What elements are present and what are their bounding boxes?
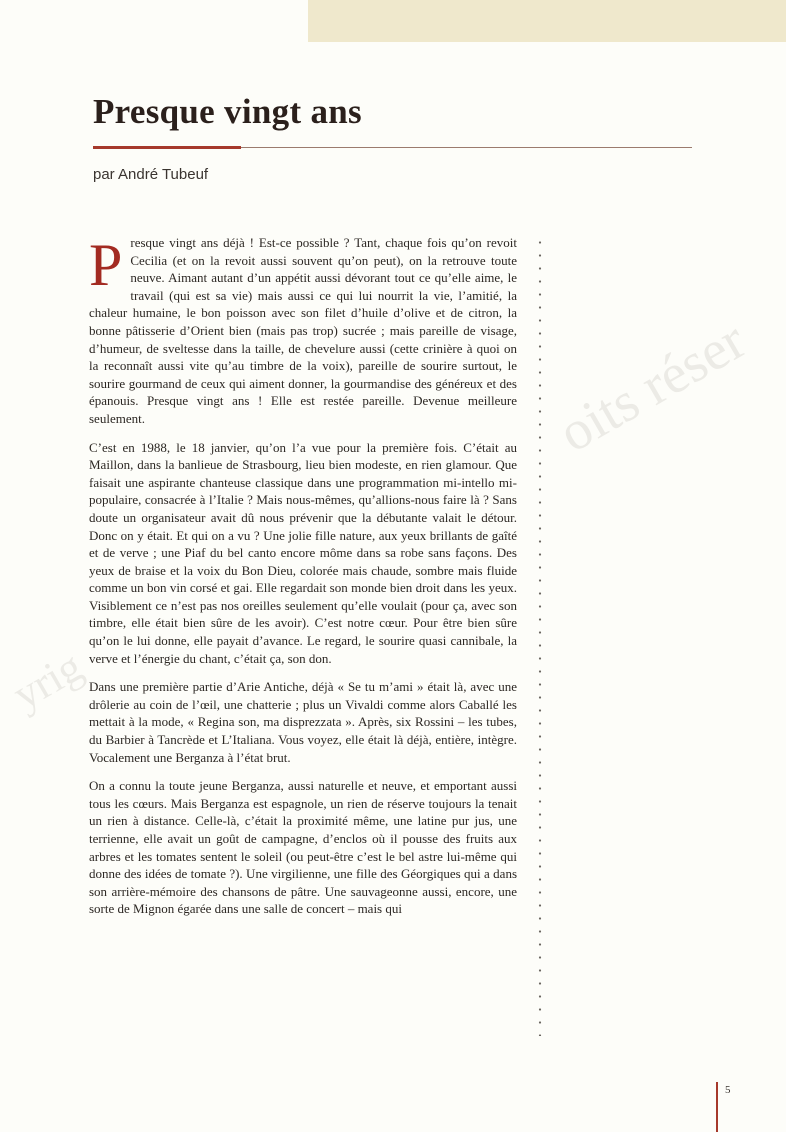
paragraph-4: On a connu la toute jeune Berganza, aussi naturelle et neuve, et emportant aussi tous les cœurs. Mais Berganza est espagnole, un rien de réserve toujours la tenait un rien à distance. Celle-là, c’était la proximité même, une latine pur jus, une terrienne, elle avait un goût de campagne, d’enclos où il pousse des fruits aux arbres et les tomates sentent le soleil (ou peut-être c’est le bel astre lui-même qui donne des idées de tomate ?). Une virgilienne, une fille des Géorgiques qui a dans son arrière-mémoire des chansons de pâtre. Une sauvageonne aussi, encore, une sorte de Mignon égarée dans une salle de concert – mais qui <box>89 778 517 917</box>
dotted-margin-line <box>538 236 542 1036</box>
paragraph-1-text: resque vingt ans déjà ! Est-ce possible ? Tant, chaque fois qu’on revoit Cecilia (et on la revoit aussi souvent qu’on peut), on la retrouve toute neuve. Aimant autant d’un appétit aussi dévorant tout ce qu’elle aime, le travail (qui est sa vie) mais aussi ce qui lui nourrit la vie, l’amitié, la chaleur humaine, le bon poisson avec son filet d’huile d’olive et de citron, la bonne pâtisserie d’Orient bien (mais pas trop) sucrée ; mais pareille de visage, d’humeur, de sveltesse dans la taille, de chevelure aussi (cette crinière à quoi on la reconnaît aussi vite qu’au timbre de la voix), pareille de sourire surtout, le sourire gourmand de ceux qui aiment donner, la gourmandise des généreux et des épanouis. Presque vingt ans ! Elle est restée pareille. Devenue meilleure seulement. <box>89 235 517 426</box>
drop-cap: P <box>89 232 123 298</box>
copyright-watermark-left: yrig <box>4 641 91 720</box>
paragraph-3: Dans une première partie d’Arie Antiche, déjà « Se tu m’ami » était là, avec une drôlerie au coin de l’œil, une chatterie ; plus un Vivaldi comme alors Caballé les mettait à la mode, « Regina son, ma disprezzata ». Après, six Rossini – les tubes, du Barbier à Tancrède et L’Italiana. Vous voyez, elle était là déjà, entière, intègre. Vocalement une Berganza à l’état brut. <box>89 679 517 765</box>
article-byline: par André Tubeuf <box>93 166 209 183</box>
page-number: 5 <box>725 1084 731 1096</box>
article-body <box>89 234 517 929</box>
copyright-watermark-right: oits réser <box>548 309 756 465</box>
header-color-band <box>308 0 786 42</box>
title-accent-rule <box>93 146 241 149</box>
title-divider-rule <box>241 147 692 148</box>
paragraph-2: C’est en 1988, le 18 janvier, qu’on l’a vue pour la première fois. C’était au Maillon, dans la banlieue de Strasbourg, lieu bien modeste, en rien glamour. Que faisait une aspirante chanteuse classique dans une programmation mi-intello mi-populaire, consacrée à l’Italie ? Mais nous-mêmes, qu’allions-nous faire là ? Sans doute un organisateur avait dû nous prévenir que la débutante valait le détour. Donc on y était. Et qui on a vu ? Une jolie fille nature, aux yeux brillants de gaîté et de verve ; une Piaf du bel canto encore môme dans sa robe sans façons. Des yeux de braise et la voix du Bon Dieu, colorée mais chaude, sombre mais fluide comme un bon vin corsé et gai. Elle regardait son monde bien droit dans les yeux. Visiblement ce n’est pas nos oreilles seulement qu’elle voulait (pour ça, avec son timbre, elle était bien sûre de les avoir). C’est notre cœur. Pour être bien sûre qu’on le lui donne, elle payait d’avance. Le regard, le sourire quasi cannibale, la verve et l’énergie du chant, c’était ça, son don. <box>89 439 517 666</box>
paragraph-1 <box>89 234 517 428</box>
article-title: Presque vingt ans <box>93 92 362 131</box>
